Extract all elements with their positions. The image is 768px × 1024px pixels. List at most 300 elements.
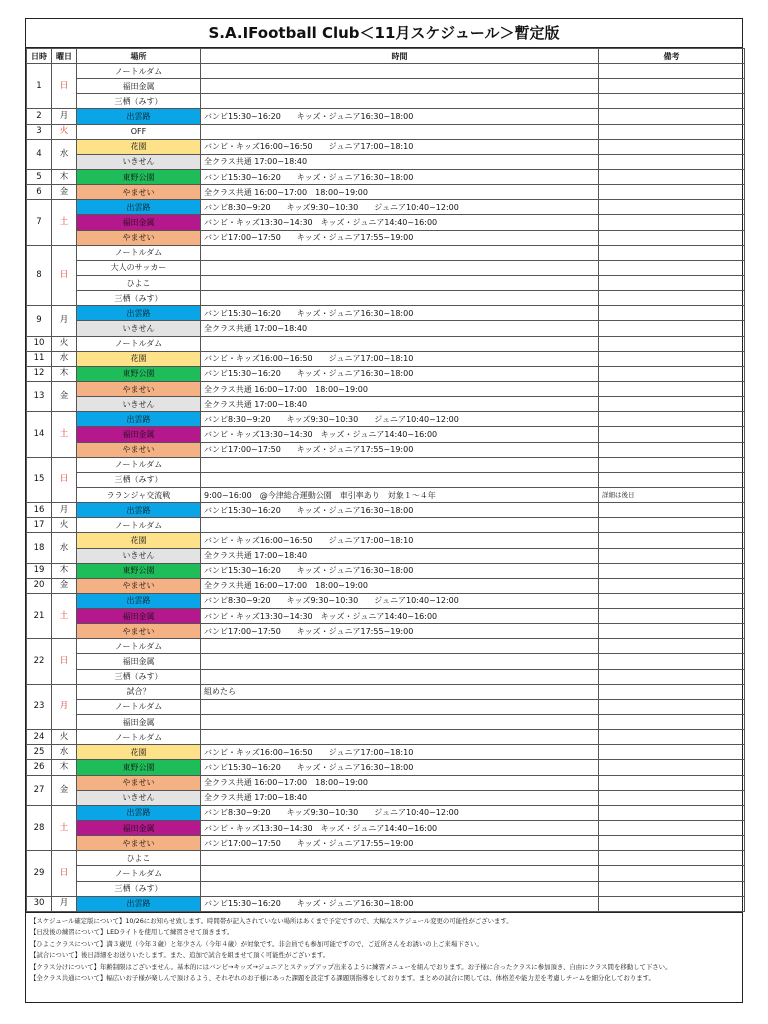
place-cell: ノートルダム xyxy=(77,245,201,260)
table-row xyxy=(27,730,745,745)
table-row xyxy=(27,745,745,760)
time-cell: バンビ・キッズ13:30~14:30 キッズ・ジュニア14:40~16:00 xyxy=(201,215,599,230)
day-cell: 26 xyxy=(27,760,52,775)
day-cell: 3 xyxy=(27,124,52,139)
note-cell xyxy=(599,260,745,275)
table-row xyxy=(27,487,745,502)
table-row xyxy=(27,805,745,820)
note-cell xyxy=(599,699,745,714)
table-row xyxy=(27,563,745,578)
page-title: S.A.IFootball Club＜11月スケジュール＞暫定版 xyxy=(26,19,742,48)
time-cell: バンビ・キッズ16:00~16:50 ジュニア17:00~18:10 xyxy=(201,745,599,760)
time-cell xyxy=(201,669,599,684)
note-cell xyxy=(599,351,745,366)
day-cell: 22 xyxy=(27,639,52,684)
time-cell: バンビ15:30~16:20 キッズ・ジュニア16:30~18:00 xyxy=(201,896,599,911)
time-cell xyxy=(201,654,599,669)
time-cell: バンビ17:00~17:50 キッズ・ジュニア17:55~19:00 xyxy=(201,624,599,639)
place-cell: 花園 xyxy=(77,533,201,548)
note-cell xyxy=(599,306,745,321)
day-cell: 13 xyxy=(27,381,52,411)
place-cell: 東野公園 xyxy=(77,366,201,381)
table-row xyxy=(27,79,745,94)
place-cell: やませい xyxy=(77,230,201,245)
time-cell: バンビ15:30~16:20 キッズ・ジュニア16:30~18:00 xyxy=(201,169,599,184)
weekday-cell: 日 xyxy=(52,457,77,502)
day-cell: 6 xyxy=(27,185,52,200)
table-row xyxy=(27,790,745,805)
table-row xyxy=(27,851,745,866)
table-row xyxy=(27,321,745,336)
note-cell xyxy=(599,715,745,730)
note-cell xyxy=(599,472,745,487)
time-cell: 全クラス共通 17:00~18:40 xyxy=(201,321,599,336)
note-cell xyxy=(599,851,745,866)
table-row xyxy=(27,275,745,290)
place-cell: ラランジャ交流戦 xyxy=(77,487,201,502)
header-time: 時間 xyxy=(201,49,599,64)
table-row xyxy=(27,472,745,487)
table-row xyxy=(27,684,745,699)
note-cell xyxy=(599,624,745,639)
note-cell xyxy=(599,230,745,245)
header-place: 場所 xyxy=(77,49,201,64)
time-cell: 全クラス共通 16:00~17:00 18:00~19:00 xyxy=(201,578,599,593)
time-cell: バンビ15:30~16:20 キッズ・ジュニア16:30~18:00 xyxy=(201,306,599,321)
place-cell: やませい xyxy=(77,578,201,593)
note-cell xyxy=(599,442,745,457)
note-cell xyxy=(599,805,745,820)
table-row xyxy=(27,169,745,184)
note-cell xyxy=(599,896,745,911)
place-cell: やませい xyxy=(77,836,201,851)
day-cell: 28 xyxy=(27,805,52,850)
time-cell xyxy=(201,866,599,881)
place-cell: 出雲路 xyxy=(77,805,201,820)
note-cell xyxy=(599,533,745,548)
place-cell: 福田金属 xyxy=(77,79,201,94)
time-cell xyxy=(201,881,599,896)
time-cell xyxy=(201,260,599,275)
table-row xyxy=(27,306,745,321)
note-cell xyxy=(599,548,745,563)
weekday-cell: 火 xyxy=(52,336,77,351)
day-cell: 7 xyxy=(27,200,52,245)
time-cell xyxy=(201,851,599,866)
time-cell xyxy=(201,94,599,109)
place-cell: 福田金属 xyxy=(77,821,201,836)
day-cell: 21 xyxy=(27,593,52,638)
place-cell: 試合？ xyxy=(77,684,201,699)
weekday-cell: 日 xyxy=(52,639,77,684)
note-line: 【ひよこクラスについて】満３歳児（今年３歳）と年少さん（今年４歳）が対象です。非会員でも参加可能ですので、ご近所さんをお誘いの上ご来場下さい。 xyxy=(30,939,483,948)
weekday-cell: 水 xyxy=(52,745,77,760)
weekday-cell: 木 xyxy=(52,366,77,381)
time-cell: バンビ・キッズ13:30~14:30 キッズ・ジュニア14:40~16:00 xyxy=(201,427,599,442)
weekday-cell: 金 xyxy=(52,775,77,805)
note-cell xyxy=(599,64,745,79)
table-row xyxy=(27,669,745,684)
place-cell: ノートルダム xyxy=(77,518,201,533)
place-cell: ノートルダム xyxy=(77,639,201,654)
table-row xyxy=(27,548,745,563)
note-cell xyxy=(599,291,745,306)
day-cell: 25 xyxy=(27,745,52,760)
time-cell xyxy=(201,699,599,714)
note-cell xyxy=(599,381,745,396)
table-row xyxy=(27,836,745,851)
note-cell xyxy=(599,518,745,533)
note-cell xyxy=(599,503,745,518)
table-row xyxy=(27,609,745,624)
table-row xyxy=(27,381,745,396)
time-cell xyxy=(201,79,599,94)
note-line: 【日没後の練習について】LEDライトを使用して練習させて頂きます。 xyxy=(30,928,234,937)
table-row xyxy=(27,593,745,608)
table-row xyxy=(27,578,745,593)
table-row xyxy=(27,442,745,457)
table-row xyxy=(27,366,745,381)
place-cell: 出雲路 xyxy=(77,896,201,911)
note-cell xyxy=(599,836,745,851)
weekday-cell: 日 xyxy=(52,851,77,896)
time-cell: バンビ8:30~9:20 キッズ9:30~10:30 ジュニア10:40~12:00 xyxy=(201,805,599,820)
table-row xyxy=(27,139,745,154)
header-weekday: 曜日 xyxy=(52,49,77,64)
time-cell xyxy=(201,336,599,351)
time-cell: バンビ15:30~16:20 キッズ・ジュニア16:30~18:00 xyxy=(201,503,599,518)
table-row xyxy=(27,94,745,109)
time-cell xyxy=(201,291,599,306)
table-row xyxy=(27,624,745,639)
time-cell: バンビ・キッズ16:00~16:50 ジュニア17:00~18:10 xyxy=(201,533,599,548)
table-row xyxy=(27,154,745,169)
schedule-body xyxy=(27,64,745,912)
time-cell: バンビ8:30~9:20 キッズ9:30~10:30 ジュニア10:40~12:00 xyxy=(201,200,599,215)
table-row xyxy=(27,245,745,260)
time-cell: 組めたら xyxy=(201,684,599,699)
table-row xyxy=(27,896,745,911)
header-day: 日時 xyxy=(27,49,52,64)
table-row xyxy=(27,533,745,548)
weekday-cell: 月 xyxy=(52,503,77,518)
note-cell xyxy=(599,578,745,593)
time-cell: バンビ・キッズ16:00~16:50 ジュニア17:00~18:10 xyxy=(201,139,599,154)
note-cell xyxy=(599,654,745,669)
note-cell xyxy=(599,609,745,624)
table-row xyxy=(27,336,745,351)
time-cell xyxy=(201,457,599,472)
table-row xyxy=(27,427,745,442)
day-cell: 9 xyxy=(27,306,52,336)
note-cell xyxy=(599,427,745,442)
day-cell: 2 xyxy=(27,109,52,124)
place-cell: 福田金属 xyxy=(77,715,201,730)
table-row xyxy=(27,185,745,200)
time-cell: バンビ15:30~16:20 キッズ・ジュニア16:30~18:00 xyxy=(201,109,599,124)
time-cell xyxy=(201,472,599,487)
note-cell xyxy=(599,124,745,139)
day-cell: 8 xyxy=(27,245,52,306)
day-cell: 5 xyxy=(27,169,52,184)
table-row xyxy=(27,124,745,139)
note-cell xyxy=(599,669,745,684)
place-cell: やませい xyxy=(77,442,201,457)
table-row xyxy=(27,654,745,669)
day-cell: 24 xyxy=(27,730,52,745)
note-cell xyxy=(599,593,745,608)
time-cell xyxy=(201,639,599,654)
time-cell: バンビ・キッズ13:30~14:30 キッズ・ジュニア14:40~16:00 xyxy=(201,821,599,836)
place-cell: 出雲路 xyxy=(77,109,201,124)
weekday-cell: 火 xyxy=(52,518,77,533)
note-cell xyxy=(599,397,745,412)
time-cell xyxy=(201,124,599,139)
weekday-cell: 土 xyxy=(52,593,77,638)
day-cell: 4 xyxy=(27,139,52,169)
place-cell: 花園 xyxy=(77,139,201,154)
place-cell: 三栖（みす） xyxy=(77,472,201,487)
place-cell: いきせん xyxy=(77,154,201,169)
time-cell xyxy=(201,730,599,745)
note-cell xyxy=(599,169,745,184)
time-cell: 全クラス共通 16:00~17:00 18:00~19:00 xyxy=(201,381,599,396)
place-cell: 出雲路 xyxy=(77,503,201,518)
place-cell: 大人のサッカー xyxy=(77,260,201,275)
table-row xyxy=(27,503,745,518)
table-row xyxy=(27,260,745,275)
day-cell: 14 xyxy=(27,412,52,457)
time-cell: 全クラス共通 17:00~18:40 xyxy=(201,397,599,412)
weekday-cell: 木 xyxy=(52,169,77,184)
weekday-cell: 木 xyxy=(52,760,77,775)
day-cell: 20 xyxy=(27,578,52,593)
weekday-cell: 火 xyxy=(52,124,77,139)
day-cell: 16 xyxy=(27,503,52,518)
table-row xyxy=(27,230,745,245)
day-cell: 11 xyxy=(27,351,52,366)
place-cell: いきせん xyxy=(77,321,201,336)
note-cell xyxy=(599,775,745,790)
note-cell xyxy=(599,336,745,351)
note-cell xyxy=(599,200,745,215)
note-cell xyxy=(599,275,745,290)
place-cell: ノートルダム xyxy=(77,699,201,714)
place-cell: 東野公園 xyxy=(77,760,201,775)
time-cell: 全クラス共通 17:00~18:40 xyxy=(201,548,599,563)
note-line: 【全クラス共通について】幅広いお子様が楽しんで頂けるよう、それぞれのお子様にあった課題を設定する課題別指導をしております。まとめの試合に関しては、体格差や能力差を考慮しチームを細分化しております。 xyxy=(30,973,655,982)
note-cell xyxy=(599,730,745,745)
time-cell: バンビ・キッズ16:00~16:50 ジュニア17:00~18:10 xyxy=(201,351,599,366)
table-row xyxy=(27,699,745,714)
table-row xyxy=(27,291,745,306)
table-row xyxy=(27,760,745,775)
place-cell: 福田金属 xyxy=(77,654,201,669)
place-cell: 東野公園 xyxy=(77,563,201,578)
weekday-cell: 月 xyxy=(52,306,77,336)
place-cell: ノートルダム xyxy=(77,336,201,351)
day-cell: 10 xyxy=(27,336,52,351)
place-cell: ひよこ xyxy=(77,851,201,866)
note-cell xyxy=(599,639,745,654)
day-cell: 19 xyxy=(27,563,52,578)
day-cell: 27 xyxy=(27,775,52,805)
place-cell: やませい xyxy=(77,381,201,396)
day-cell: 29 xyxy=(27,851,52,896)
place-cell: やませい xyxy=(77,185,201,200)
weekday-cell: 土 xyxy=(52,200,77,245)
table-row xyxy=(27,639,745,654)
table-row xyxy=(27,64,745,79)
note-line: 【試合について】後日詳細をお送りいたします。また、追加で試合を組ませて頂く可能性がございます。 xyxy=(30,951,330,960)
note-cell xyxy=(599,745,745,760)
note-cell xyxy=(599,881,745,896)
place-cell: ノートルダム xyxy=(77,64,201,79)
note-cell xyxy=(599,866,745,881)
table-row xyxy=(27,518,745,533)
table-row xyxy=(27,821,745,836)
time-cell xyxy=(201,64,599,79)
place-cell: ノートルダム xyxy=(77,730,201,745)
weekday-cell: 土 xyxy=(52,412,77,457)
time-cell: バンビ17:00~17:50 キッズ・ジュニア17:55~19:00 xyxy=(201,836,599,851)
header-row xyxy=(27,49,745,64)
time-cell: バンビ17:00~17:50 キッズ・ジュニア17:55~19:00 xyxy=(201,230,599,245)
note-cell xyxy=(599,684,745,699)
weekday-cell: 金 xyxy=(52,578,77,593)
place-cell: 花園 xyxy=(77,745,201,760)
weekday-cell: 土 xyxy=(52,805,77,850)
place-cell: いきせん xyxy=(77,790,201,805)
table-row xyxy=(27,351,745,366)
note-cell xyxy=(599,154,745,169)
table-row xyxy=(27,715,745,730)
place-cell: ノートルダム xyxy=(77,457,201,472)
weekday-cell: 火 xyxy=(52,730,77,745)
weekday-cell: 金 xyxy=(52,381,77,411)
time-cell: バンビ15:30~16:20 キッズ・ジュニア16:30~18:00 xyxy=(201,563,599,578)
note-cell xyxy=(599,790,745,805)
time-cell xyxy=(201,275,599,290)
time-cell: バンビ15:30~16:20 キッズ・ジュニア16:30~18:00 xyxy=(201,366,599,381)
note-cell xyxy=(599,412,745,427)
schedule-table xyxy=(26,48,745,912)
time-cell: 9:00~16:00 @今津総合運動公園 車引率あり 対象１～４年 xyxy=(201,487,599,502)
day-cell: 18 xyxy=(27,533,52,563)
place-cell: 出雲路 xyxy=(77,200,201,215)
weekday-cell: 水 xyxy=(52,533,77,563)
place-cell: 出雲路 xyxy=(77,593,201,608)
table-row xyxy=(27,215,745,230)
note-cell xyxy=(599,109,745,124)
note-cell xyxy=(599,139,745,154)
place-cell: 福田金属 xyxy=(77,215,201,230)
note-cell xyxy=(599,321,745,336)
note-cell xyxy=(599,245,745,260)
place-cell: 出雲路 xyxy=(77,306,201,321)
note-cell xyxy=(599,821,745,836)
place-cell: 三栖（みす） xyxy=(77,291,201,306)
time-cell: バンビ8:30~9:20 キッズ9:30~10:30 ジュニア10:40~12:00 xyxy=(201,593,599,608)
time-cell: バンビ15:30~16:20 キッズ・ジュニア16:30~18:00 xyxy=(201,760,599,775)
weekday-cell: 水 xyxy=(52,351,77,366)
table-row xyxy=(27,412,745,427)
place-cell: いきせん xyxy=(77,397,201,412)
place-cell: 福田金属 xyxy=(77,609,201,624)
table-row xyxy=(27,397,745,412)
place-cell: やませい xyxy=(77,624,201,639)
note-cell xyxy=(599,760,745,775)
weekday-cell: 水 xyxy=(52,139,77,169)
table-row xyxy=(27,881,745,896)
time-cell xyxy=(201,518,599,533)
day-cell: 1 xyxy=(27,64,52,109)
note-cell xyxy=(599,563,745,578)
weekday-cell: 月 xyxy=(52,684,77,729)
place-cell: 三栖（みす） xyxy=(77,94,201,109)
note-cell xyxy=(599,79,745,94)
day-cell: 17 xyxy=(27,518,52,533)
time-cell: バンビ・キッズ13:30~14:30 キッズ・ジュニア14:40~16:00 xyxy=(201,609,599,624)
table-row xyxy=(27,457,745,472)
weekday-cell: 月 xyxy=(52,109,77,124)
weekday-cell: 日 xyxy=(52,245,77,306)
note-line: 【スケジュール確定版について】10/26にお知らせ致します。時間帯が記入されていない場所はあくまで予定ですので、大幅なスケジュール変更の可能性がございます。 xyxy=(30,916,513,925)
notes-section xyxy=(26,912,742,984)
place-cell: 出雲路 xyxy=(77,412,201,427)
place-cell: 花園 xyxy=(77,351,201,366)
time-cell: 全クラス共通 17:00~18:40 xyxy=(201,790,599,805)
day-cell: 23 xyxy=(27,684,52,729)
note-cell xyxy=(599,185,745,200)
weekday-cell: 月 xyxy=(52,896,77,911)
table-row xyxy=(27,200,745,215)
time-cell xyxy=(201,715,599,730)
note-cell xyxy=(599,215,745,230)
table-row xyxy=(27,866,745,881)
weekday-cell: 木 xyxy=(52,563,77,578)
place-cell: 三栖（みす） xyxy=(77,881,201,896)
time-cell: 全クラス共通 16:00~17:00 18:00~19:00 xyxy=(201,775,599,790)
day-cell: 15 xyxy=(27,457,52,502)
table-row xyxy=(27,109,745,124)
time-cell: バンビ17:00~17:50 キッズ・ジュニア17:55~19:00 xyxy=(201,442,599,457)
place-cell: やませい xyxy=(77,775,201,790)
time-cell: 全クラス共通 17:00~18:40 xyxy=(201,154,599,169)
schedule-sheet xyxy=(25,18,743,1003)
header-note: 備考 xyxy=(599,49,745,64)
day-cell: 12 xyxy=(27,366,52,381)
place-cell: 福田金属 xyxy=(77,427,201,442)
time-cell xyxy=(201,245,599,260)
time-cell: バンビ8:30~9:20 キッズ9:30~10:30 ジュニア10:40~12:00 xyxy=(201,412,599,427)
table-row xyxy=(27,775,745,790)
time-cell: 全クラス共通 16:00~17:00 18:00~19:00 xyxy=(201,185,599,200)
note-line: 【クラス分けについて】年齢制限はございません。基本的にはバンビ→キッズ→ジュニアとステップアップ出来るように練習メニューを組んでおります。お子様に合ったクラスに参加頂き、自由にクラス間を移動して下さい。 xyxy=(30,962,672,971)
note-cell xyxy=(599,94,745,109)
weekday-cell: 金 xyxy=(52,185,77,200)
note-cell xyxy=(599,366,745,381)
weekday-cell: 日 xyxy=(52,64,77,109)
place-cell: いきせん xyxy=(77,548,201,563)
note-cell xyxy=(599,457,745,472)
place-cell: OFF xyxy=(77,124,201,139)
note-cell: 詳細は後日 xyxy=(599,487,745,502)
place-cell: 東野公園 xyxy=(77,169,201,184)
place-cell: ひよこ xyxy=(77,275,201,290)
place-cell: 三栖（みす） xyxy=(77,669,201,684)
place-cell: ノートルダム xyxy=(77,866,201,881)
